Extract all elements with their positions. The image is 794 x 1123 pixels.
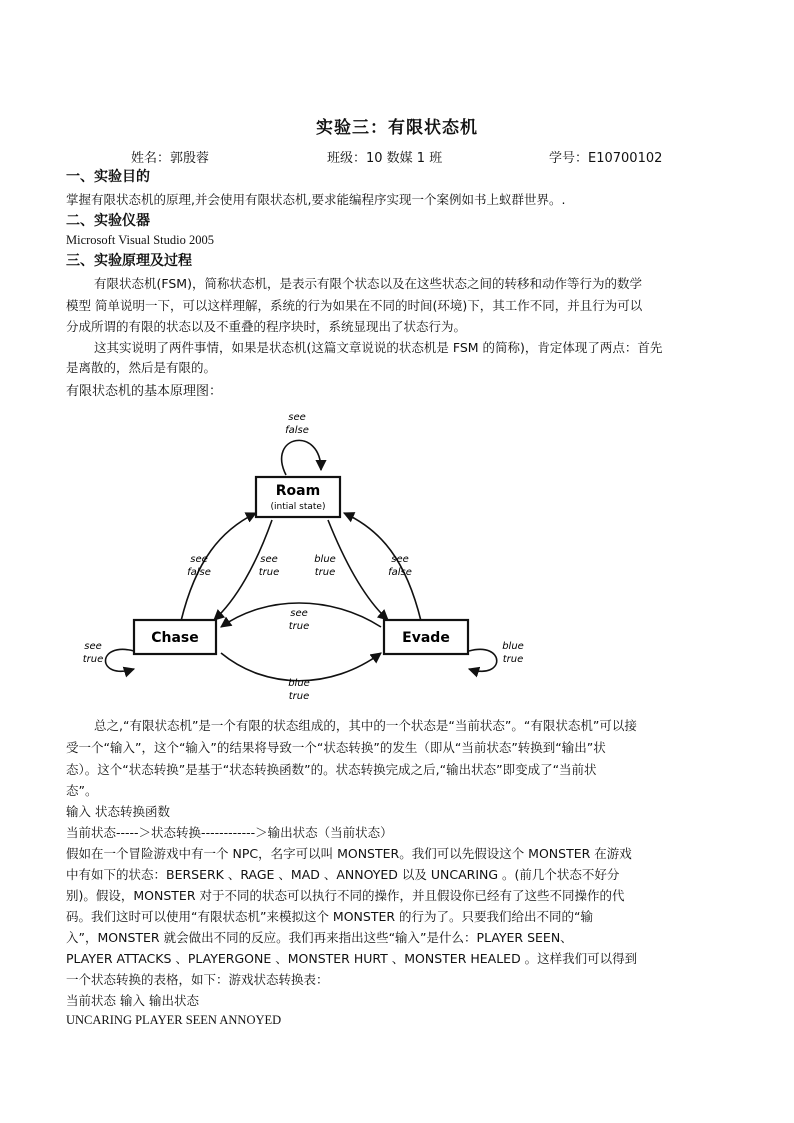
section-heading-principle: 三、实验原理及过程 <box>66 253 192 269</box>
label-chase-to-evade: blue <box>288 678 310 689</box>
paragraph-line: 态）。这个“状态转换”是基于“状态转换函数”的。状态转换完成之后,“输出状态”即变成了“当前状 <box>66 762 597 777</box>
label-evade-self: true <box>502 654 524 665</box>
text-line: 输入 状态转换函数 <box>66 804 170 819</box>
state-roam-label: Roam <box>275 483 321 499</box>
label-roam-to-evade: true <box>314 567 336 578</box>
text-line: 当前状态-----＞状态转换------------＞输出状态（当前状态） <box>66 825 393 840</box>
label-chase-to-roam: false <box>187 567 211 578</box>
paragraph-line: 码。我们这时可以使用“有限状态机”来模拟这个 MONSTER 的行为了。只要我们给出不同的“输 <box>66 909 594 924</box>
label-roam-self: see <box>288 412 306 423</box>
paragraph-line: 一个状态转换的表格，如下：游戏状态转换表： <box>66 972 329 987</box>
label-roam-to-chase: true <box>258 567 280 578</box>
paragraph-line: 这其实说明了两件事情，如果是状态机(这篇文章说说的状态机是 FSM 的简称)，肯定体现了两点：首先 <box>94 340 663 355</box>
paragraph-line: 有限状态机(FSM)，简称状态机，是表示有限个状态以及在这些状态之间的转移和动作等行为的数学 <box>94 276 642 291</box>
page-title: 实验三：有限状态机 <box>316 118 478 138</box>
student-id: 学号：E10700102 <box>549 151 663 166</box>
label-chase-self: see <box>84 641 102 652</box>
label-evade-to-roam: see <box>391 554 409 565</box>
fsm-diagram <box>76 405 536 705</box>
state-chase-label: Chase <box>151 630 199 646</box>
arrow-chase-to-evade <box>221 653 381 681</box>
paragraph-line: 态”。 <box>66 783 98 798</box>
diagram-caption: 有限状态机的基本原理图： <box>66 384 223 399</box>
label-chase-self: true <box>82 654 104 665</box>
paragraph-line: 中有如下的状态：BERSERK 、RAGE 、MAD 、ANNOYED 以及 UNCARING 。(前几个状态不好分 <box>66 867 620 882</box>
evade-self-loop <box>469 649 497 671</box>
paragraph-line: 入”，MONSTER 就会做出不同的反应。我们再来指出这些“输入”是什么：PLAYER SEEN、 <box>66 930 573 945</box>
roam-self-loop <box>282 440 321 475</box>
chase-self-loop <box>106 649 135 671</box>
label-chase-to-roam: see <box>190 554 208 565</box>
paragraph-line: 总之,“有限状态机”是一个有限的状态组成的，其中的一个状态是“当前状态”。“有限状态机”可以接 <box>94 718 637 733</box>
paragraph-line: 别)。假设，MONSTER 对于不同的状态可以执行不同的操作，并且假设你已经有了这些不同操作的代 <box>66 888 625 903</box>
purpose-text: 掌握有限状态机的原理,并会使用有限状态机,要求能编程序实现一个案例如书上蚁群世界。. <box>66 192 566 207</box>
label-evade-to-chase: true <box>288 621 310 632</box>
state-evade-label: Evade <box>402 630 450 646</box>
paragraph-line: 受一个“输入”，这个“输入”的结果将导致一个“状态转换”的发生（即从“当前状态”转换到“输出”状 <box>66 740 606 755</box>
state-roam-sublabel: (intial state) <box>270 502 326 512</box>
section-heading-purpose: 一、实验目的 <box>66 169 150 185</box>
label-roam-to-evade: blue <box>314 554 336 565</box>
table-header-line: 当前状态 输入 输出状态 <box>66 993 199 1008</box>
student-class: 班级：10 数媒 1 班 <box>327 151 443 166</box>
section-heading-instrument: 二、实验仪器 <box>66 213 150 229</box>
paragraph-line: 分成所谓的有限的状态以及不重叠的程序块时，系统显现出了状态行为。 <box>66 319 467 334</box>
label-roam-self: false <box>285 425 309 436</box>
paragraph-line: 假如在一个冒险游戏中有一个 NPC，名字可以叫 MONSTER。我们可以先假设这个 MONSTER 在游戏 <box>66 846 632 861</box>
label-chase-to-evade: true <box>288 691 310 702</box>
paragraph-line: 是离散的，然后是有限的。 <box>66 360 217 375</box>
paragraph-line: PLAYER ATTACKS 、PLAYERGONE 、MONSTER HURT 、MONSTER HEALED 。这样我们可以得到 <box>66 951 638 966</box>
paragraph-line: 模型 简单说明一下，可以这样理解，系统的行为如果在不同的时间(环境)下，其工作不同，并且行为可以 <box>66 298 643 313</box>
label-evade-to-roam: false <box>388 567 412 578</box>
table-row-line: UNCARING PLAYER SEEN ANNOYED <box>66 1013 282 1027</box>
student-name: 姓名：郭殷蓉 <box>131 151 210 166</box>
arrow-roam-to-evade <box>328 520 388 620</box>
label-roam-to-chase: see <box>260 554 278 565</box>
label-evade-self: blue <box>502 641 524 652</box>
label-evade-to-chase: see <box>290 608 308 619</box>
instrument-text: Microsoft Visual Studio 2005 <box>66 233 214 247</box>
